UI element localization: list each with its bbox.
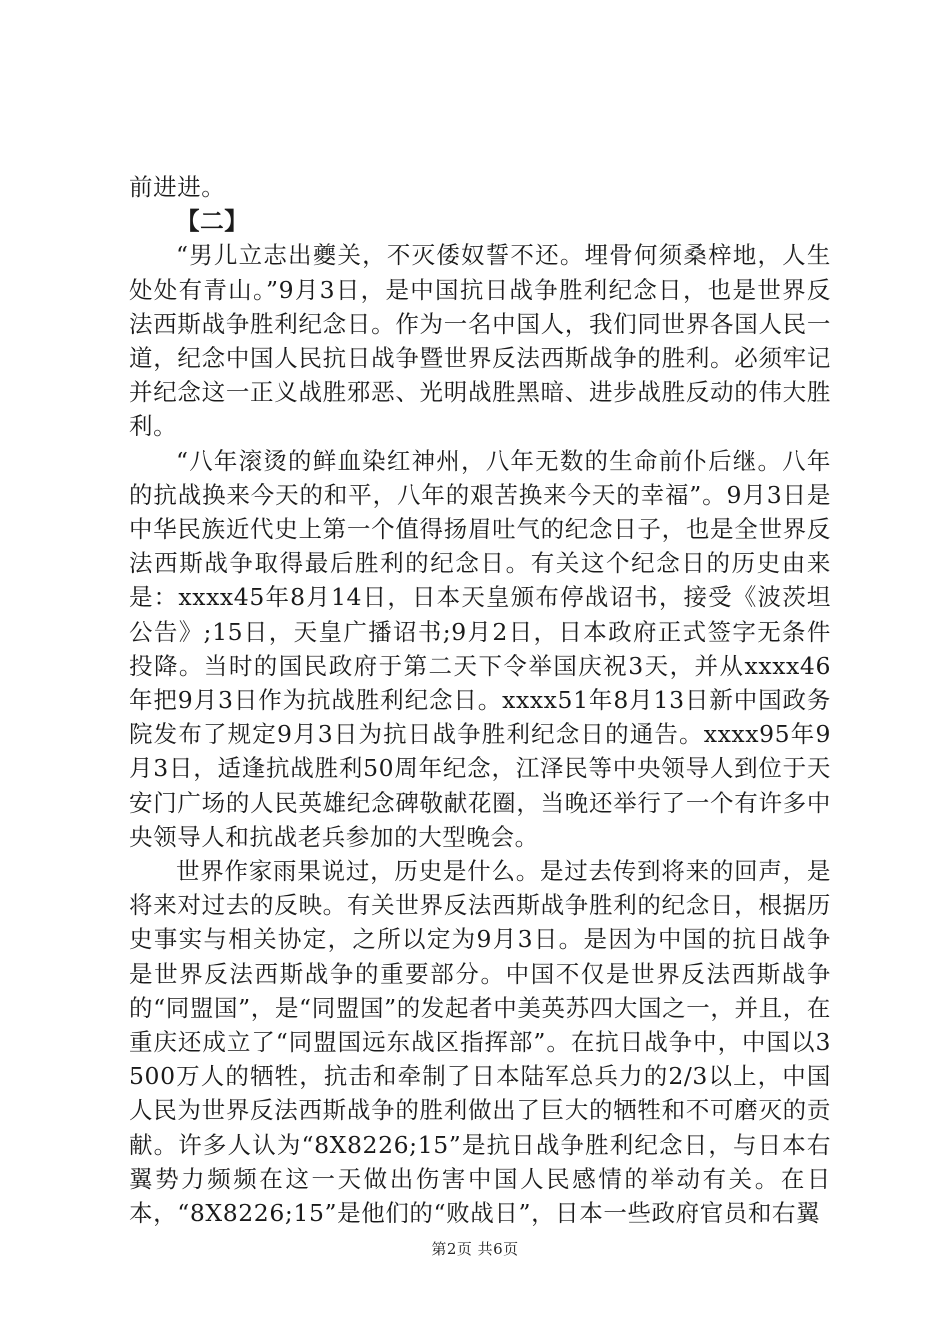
page-footer [0,1238,950,1259]
paragraph-2: “八年滚烫的鲜血染红神州，八年无数的生命前仆后继。八年的抗战换来今天的和平，八年的艰苦换来今天的幸福”。9月3日是中华民族近代史上第一个值得扬眉吐气的纪念日子，也是全世界反法西斯战争取得最后胜利的纪念日。有关这个纪念日的历史由来是：xxxx45年8月14日，日本天皇颁布停战诏书，接受《波茨坦公告》;15日，天皇广播诏书;9月2日，日本政府正式签字无条件投降。当时的国民政府于第二天下令举国庆祝3天，并从xxxx46年把9月3日作为抗战胜利纪念日。xxxx51年8月13日新中国政务院发布了规定9月3日为抗日战争胜利纪念日的通告。xxxx95年9月3日，适逢抗战胜利50周年纪念，江泽民等中央领导人到位于天安门广场的人民英雄纪念碑敬献花圈，当晚还举行了一个有许多中央领导人和抗战老兵参加的大型晚会。 [129,446,831,851]
page-number-label: 第2页 共6页 [431,1240,519,1258]
paragraph-3: 世界作家雨果说过，历史是什么。是过去传到将来的回声，是将来对过去的反映。有关世界反法西斯战争胜利的纪念日，根据历史事实与相关协定，之所以定为9月3日。是因为中国的抗日战争是世界反法西斯战争的重要部分。中国不仅是世界反法西斯战争的“同盟国”，是“同盟国”的发起者中美英苏四大国之一，并且，在重庆还成立了“同盟国远东战区指挥部”。在抗日战争中，中国以3500万人的牺牲，抗击和牵制了日本陆军总兵力的2/3以上，中国人民为世界反法西斯战争的胜利做出了巨大的牺牲和不可磨灭的贡献。许多人认为“8X8226;15”是抗日战争胜利纪念日，与日本右翼势力频频在这一天做出伤害中国人民感情的举动有关。在日本，“8X8226;15”是他们的“败战日”，日本一些政府官员和右翼 [129,857,831,1228]
section-heading: 【二】 [176,207,249,236]
document-body [129,170,831,1230]
paragraph-1: “男儿立志出夔关，不灭倭奴誓不还。埋骨何须桑梓地，人生处处有青山。”9月3日，是中国抗日战争胜利纪念日，也是世界反法西斯战争胜利纪念日。作为一名中国人，我们同世界各国人民一道，纪念中国人民抗日战争暨世界反法西斯战争的胜利。必须牢记并纪念这一正义战胜邪恶、光明战胜黑暗、进步战胜反动的伟大胜利。 [129,241,831,441]
lead-in-line: 前进进。 [129,173,226,201]
